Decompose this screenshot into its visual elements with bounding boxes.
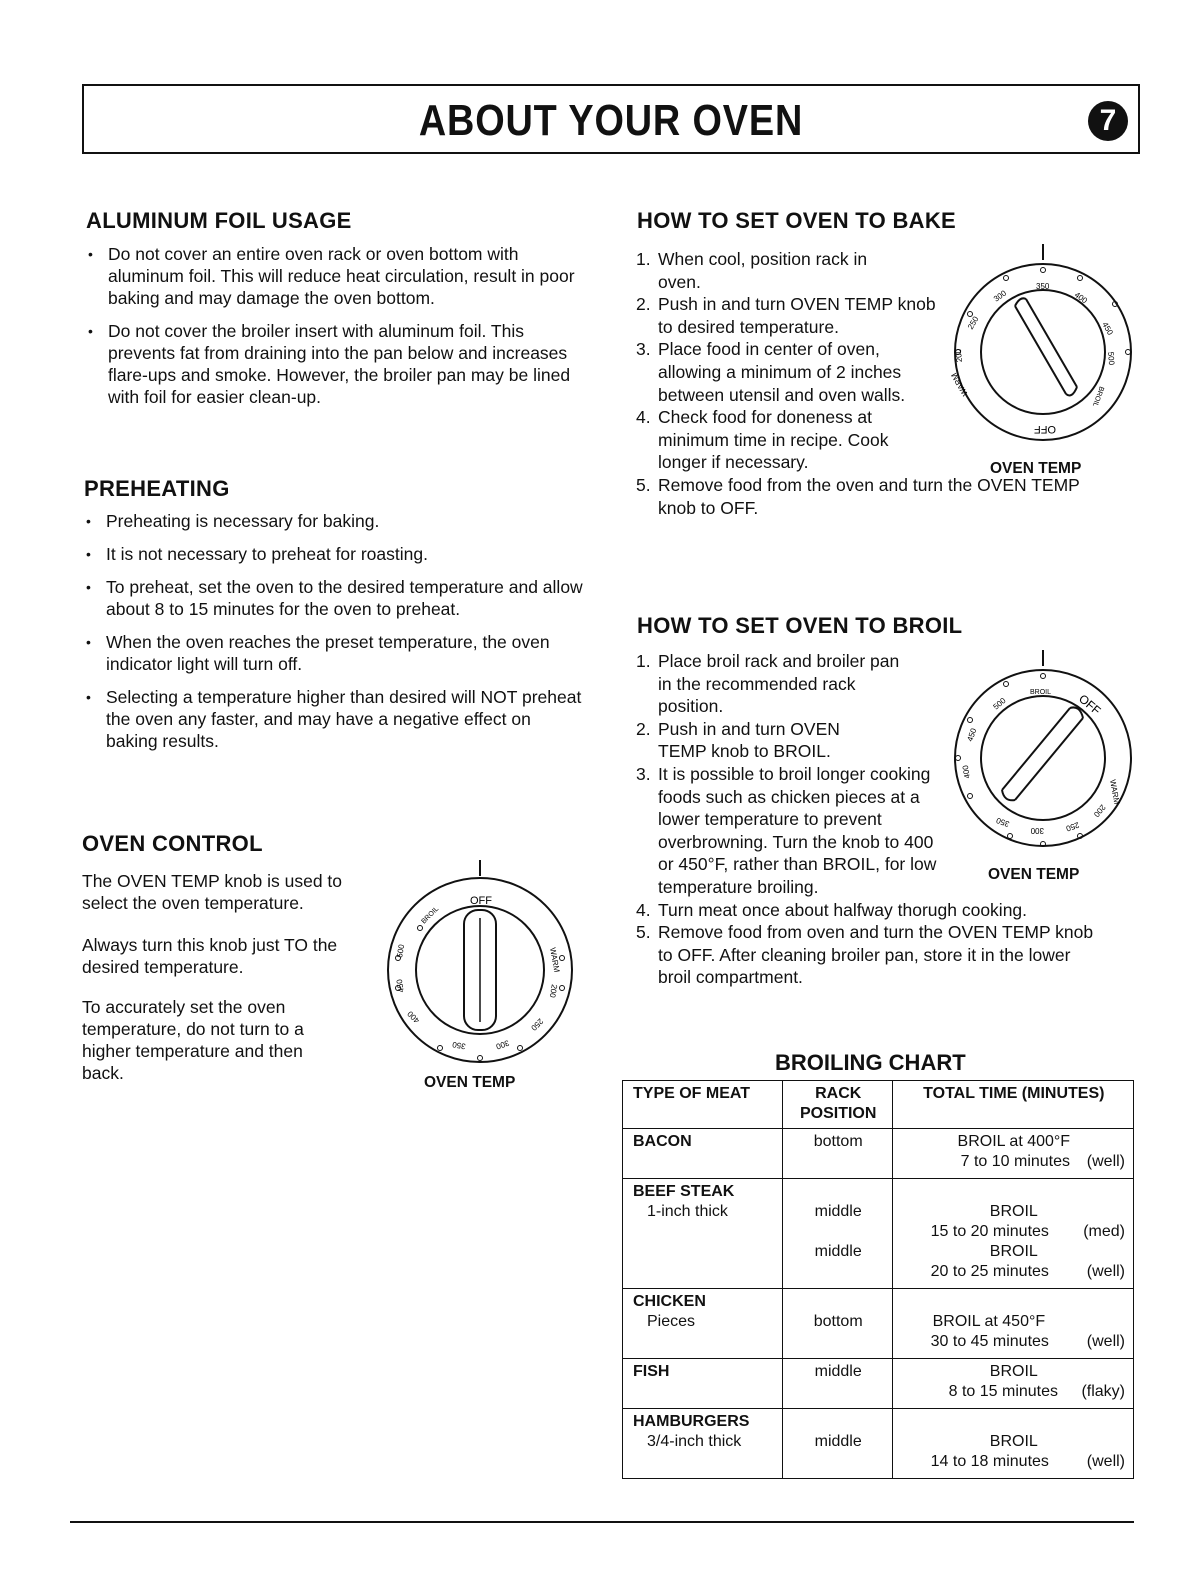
knob-mark: 450 bbox=[394, 978, 406, 994]
time-cell: BROIL at 450°F 30 to 45 minutes (well) bbox=[892, 1289, 1133, 1359]
aluminum-foil-list bbox=[86, 243, 586, 419]
knob-mark: 250 bbox=[1064, 820, 1081, 834]
list-item: 1. Place broil rack and broiler pan in the recommended rack position. bbox=[636, 651, 900, 717]
broil-knob-diagram bbox=[940, 650, 1140, 890]
time-cell: BROIL 15 to 20 minutes (med) BROIL 20 to 25 minutes (well) bbox=[892, 1179, 1133, 1289]
oven-temp-knob-icon bbox=[380, 858, 580, 1078]
meat-cell: CHICKEN Pieces bbox=[623, 1289, 783, 1359]
oven-control-paragraph: Always turn this knob just TO the desired temperature. bbox=[82, 935, 338, 977]
knob-mark: 400 bbox=[1072, 290, 1089, 306]
preheating-title: PREHEATING bbox=[84, 476, 230, 501]
knob-mark: WARM bbox=[1108, 778, 1122, 805]
list-item: 5. Remove food from oven and turn the OVEN TEMP knob to OFF. After cleaning broiler pan, store it in the lower broil compartment. bbox=[636, 922, 1094, 988]
oven-temp-label: OVEN TEMP bbox=[988, 866, 1080, 883]
rack-cell: bottom bbox=[782, 1289, 892, 1359]
knob-mark: WARM bbox=[548, 946, 562, 973]
knob-mark: 350 bbox=[1036, 282, 1050, 291]
time-cell: BROIL 8 to 15 minutes (flaky) bbox=[892, 1359, 1133, 1409]
page-number-badge: 7 bbox=[1088, 101, 1128, 141]
bake-knob-diagram bbox=[940, 244, 1140, 484]
aluminum-foil-title: ALUMINUM FOIL USAGE bbox=[86, 208, 352, 233]
list-item: • Preheating is necessary for baking. bbox=[84, 510, 584, 532]
knob-mark: 250 bbox=[965, 314, 981, 331]
list-item: 4. Turn meat once about halfway thorugh cooking. bbox=[636, 899, 1028, 920]
oven-control-paragraph: The OVEN TEMP knob is used to select the oven temperature. bbox=[82, 871, 343, 913]
rack-cell: middle bbox=[782, 1409, 892, 1479]
table-row bbox=[623, 1129, 1134, 1179]
bottom-divider bbox=[70, 1521, 1134, 1523]
list-item: • Do not cover an entire oven rack or oven bottom with aluminum foil. This will reduce heat circulation, result in poor baking and may damage the oven bottom. bbox=[86, 243, 586, 309]
list-item: • When the oven reaches the preset temperature, the oven indicator light will turn off. bbox=[84, 631, 584, 675]
list-item: 1. When cool, position rack in oven. bbox=[636, 249, 868, 292]
knob-mark: 200 bbox=[953, 348, 964, 363]
bake-title: HOW TO SET OVEN TO BAKE bbox=[637, 208, 957, 233]
oven-temp-knob-icon bbox=[940, 650, 1140, 860]
knob-mark: 300 bbox=[494, 1038, 511, 1052]
table-row bbox=[623, 1179, 1134, 1289]
knob-mark: 450 bbox=[965, 727, 979, 743]
column-header-rack: RACK POSITION bbox=[782, 1081, 892, 1129]
list-item: • Do not cover the broiler insert with aluminum foil. This prevents fat from draining into the pan below and increases flare-ups and smoke. However, the broiler pan may be lined with foil for easier clean-up. bbox=[86, 320, 586, 408]
knob-mark: OFF bbox=[1076, 691, 1104, 718]
meat-cell: BEEF STEAK 1-inch thick bbox=[623, 1179, 783, 1289]
knob-mark: BROIL bbox=[1090, 385, 1105, 408]
table-row bbox=[623, 1409, 1134, 1479]
oven-control-paragraph: To accurately set the oven temperature, do not turn to a higher temperature and then back. bbox=[82, 997, 304, 1083]
rack-cell: middle bbox=[782, 1359, 892, 1409]
list-item: 3. Place food in center of oven, allowing a minimum of 2 inches between utensil and oven walls. bbox=[636, 339, 906, 405]
knob-mark: OFF bbox=[1034, 423, 1056, 435]
knob-mark: 500 bbox=[1106, 351, 1117, 366]
knob-mark: 350 bbox=[995, 815, 1011, 829]
list-item: • It is not necessary to preheat for roasting. bbox=[84, 543, 584, 565]
list-item: 2. Push in and turn OVEN TEMP knob to BROIL. bbox=[636, 718, 840, 762]
meat-cell: FISH bbox=[623, 1359, 783, 1409]
knob-mark: 300 bbox=[1030, 826, 1044, 835]
preheating-list bbox=[84, 510, 584, 763]
knob-mark: 200 bbox=[547, 983, 559, 999]
knob-mark: 400 bbox=[960, 764, 972, 780]
time-cell: BROIL at 400°F 7 to 10 minutes (well) bbox=[892, 1129, 1133, 1179]
column-header-meat: TYPE OF MEAT bbox=[623, 1081, 783, 1129]
page-title: ABOUT YOUR OVEN bbox=[418, 96, 804, 145]
knob-mark: 500 bbox=[991, 696, 1008, 712]
oven-temp-knob-icon bbox=[940, 244, 1140, 454]
list-item: 3. It is possible to broil longer cooking foods such as chicken pieces at a lower temperature to prevent overbrowning. Turn the knob to 400 or 450°F, rather than BROIL, for low temperature broiling. bbox=[636, 763, 937, 897]
knob-mark: BROIL bbox=[1030, 689, 1052, 696]
knob-mark: WARM bbox=[949, 371, 970, 398]
list-item: 4. Check food for doneness at minimum time in recipe. Cook longer if necessary. bbox=[636, 407, 889, 473]
knob-mark: 200 bbox=[1091, 802, 1108, 819]
rack-cell: middle middle bbox=[782, 1179, 892, 1289]
knob-mark: 450 bbox=[1100, 320, 1115, 337]
knob-mark: 500 bbox=[395, 943, 407, 959]
list-item: • Selecting a temperature higher than desired will NOT preheat the oven any faster, and may have a negative effect on baking results. bbox=[84, 686, 584, 752]
broil-title: HOW TO SET OVEN TO BROIL bbox=[637, 613, 963, 638]
oven-temp-label: OVEN TEMP bbox=[990, 460, 1082, 477]
broiling-chart-table bbox=[622, 1080, 1134, 1479]
meat-cell: BACON bbox=[623, 1129, 783, 1179]
page-header bbox=[82, 84, 1140, 154]
list-item: 5. Remove food from the oven and turn the OVEN TEMP knob to OFF. bbox=[636, 474, 1080, 518]
knob-off-mark: OFF bbox=[470, 895, 492, 907]
column-header-time: TOTAL TIME (MINUTES) bbox=[892, 1081, 1133, 1129]
rack-cell: bottom bbox=[782, 1129, 892, 1179]
knob-mark: 350 bbox=[451, 1039, 467, 1051]
table-row bbox=[623, 1359, 1134, 1409]
meat-cell: HAMBURGERS 3/4-inch thick bbox=[623, 1409, 783, 1479]
oven-temp-knob-diagram bbox=[380, 858, 580, 1091]
table-row bbox=[623, 1289, 1134, 1359]
knob-mark: BROIL bbox=[420, 905, 441, 926]
time-cell: BROIL 14 to 18 minutes (well) bbox=[892, 1409, 1133, 1479]
table-header-row bbox=[623, 1081, 1134, 1129]
knob-mark: 250 bbox=[529, 1016, 545, 1033]
broiling-chart-title: BROILING CHART bbox=[775, 1050, 966, 1075]
list-item: • To preheat, set the oven to the desired temperature and allow about 8 to 15 minutes for the oven to preheat. bbox=[84, 576, 584, 620]
oven-control-title: OVEN CONTROL bbox=[82, 831, 263, 856]
oven-temp-label: OVEN TEMP bbox=[424, 1074, 516, 1091]
list-item: 2. Push in and turn OVEN TEMP knob to desired temperature. bbox=[636, 294, 936, 337]
knob-mark: 300 bbox=[991, 288, 1009, 304]
knob-mark: 400 bbox=[405, 1009, 422, 1025]
